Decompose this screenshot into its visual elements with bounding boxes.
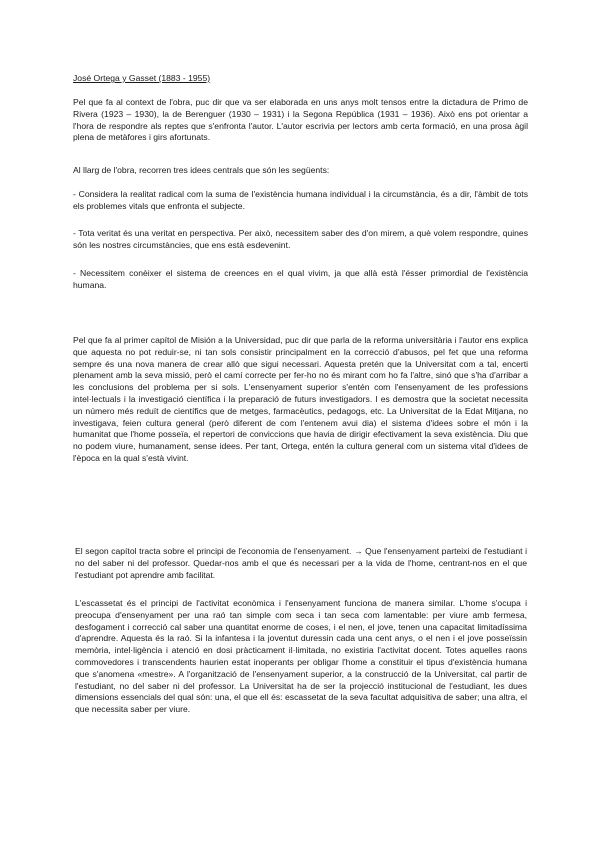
paragraph-chapter-1: Pel que fa al primer capítol de Misión a la Universidad, puc dir que parla de la reforma universitària i l'autor ens explica que aquesta no pot reduir-se, ni tan sols consistir principalment en la correcció d'abusos, pel fet que una reforma sempre és una nova manera de crear allò que sigui necessari. Aquesta pretén que la Universitat com a tal, encerti plenament amb la seva missió, però el camí correcte per fer-ho no és mirant com ho fa l'altre, sinó que s'ha d'arribar a les conclusions del problema per si sols. L'ensenyament superior s'entén com l'ensenyament de les professions intel·lectuals i la investigació científica i la preparació de futurs investigadors. I es demostra que la societat necessita un número més reduït de científics que de metges, farmacèutics, pedagogs, etc. La Universitat de la Edat Mitjana, no investigava, feien cultura general (però diferent de com l'entenem avui dia) el sistema d'idees sobre el món i la humanitat que l'home posseïa, el repertori de conviccions que havia de dirigir efectivament la seva existència. Diu que no podem viure, humanament, sense idees. Per tant, Ortega, entén la cultura general com un sistema vital d'idees de l'època en la qual s'està vivint. (73, 335, 528, 463)
paragraph-scarcity: L'escassetat és el principi de l'activitat econòmica i l'ensenyament funciona de manera similar. L'home s'ocupa i preocupa d'ensenyament per una raó tan simple com seca i tan seca com lamentable: per viure amb fermesa, desfogament i correcció cal saber una quantitat enorme de coses, i el nen, el jove, tenen una capacitat limitadíssima d'aprendre. Aquesta és la raó. Si la infantesa i la joventut duressin cada una cent anys, o el nen i el jove posseïssin memòria, intel·ligència i atenció en dosi pràcticament il·limitada, no existiria l'activitat docent. Totes aquelles raons commovedores i transcendents haurien estat inoperants per obligar l'home a constituir el tipus d'existència humana que s'anomena «mestre». A l'organització de l'ensenyament superior, a la construcció de la Universitat, cal partir de l'estudiant, no del saber ni del professor. La Universitat ha de ser la projecció institucional de l'estudiant, les dues dimensions essencials del qual són: una, el que ell és: escassetat de la seva facultat adquisitiva de saber; una altra, el que necessita saber per viure. (75, 598, 527, 715)
paragraph-central-ideas-intro: Al llarg de l'obra, recorren tres idees centrals que són les següents: (73, 165, 330, 175)
document-title: José Ortega y Gasset (1883 - 1955) (73, 73, 211, 83)
paragraph-idea-2: - Tota veritat és una veritat en perspectiva. Per això, necessitem saber des d'on mirem, a què volem respondre, quines són les nostres circumstàncies, que ens està esdevenint. (73, 228, 528, 250)
paragraph-context: Pel que fa al context de l'obra, puc dir que va ser elaborada en uns anys molt tensos entre la dictadura de Primo de Rivera (1923 – 1930), la de Berenguer (1930 – 1931) i la Segona República (1931 – 1936). Això ens pot orientar a l'hora de respondre als reptes que s'enfronta l'autor. L'autor escrivia per lectors amb certa formació, en una prosa àgil plena de metàfores i girs afortunats. (73, 97, 528, 143)
paragraph-chapter-2: El segon capítol tracta sobre el principi de l'economia de l'ensenyament. → Que l'ensenyament parteixi de l'estudiant i no del saber ni del professor. Quedar-nos amb el que és necessari per a la vida de l'home, centrant-nos en el que l'estudiant pot aprendre amb facilitat. (75, 546, 527, 580)
paragraph-idea-3: - Necessitem conèixer el sistema de creences en el qual vivim, ja que allà està l'ésser primordial de l'existència humana. (73, 268, 528, 290)
paragraph-idea-1: - Considera la realitat radical com la suma de l'existència humana individual i la circumstància, és a dir, l'àmbit de tots els problemes vitals que enfronta el subjecte. (73, 189, 528, 211)
